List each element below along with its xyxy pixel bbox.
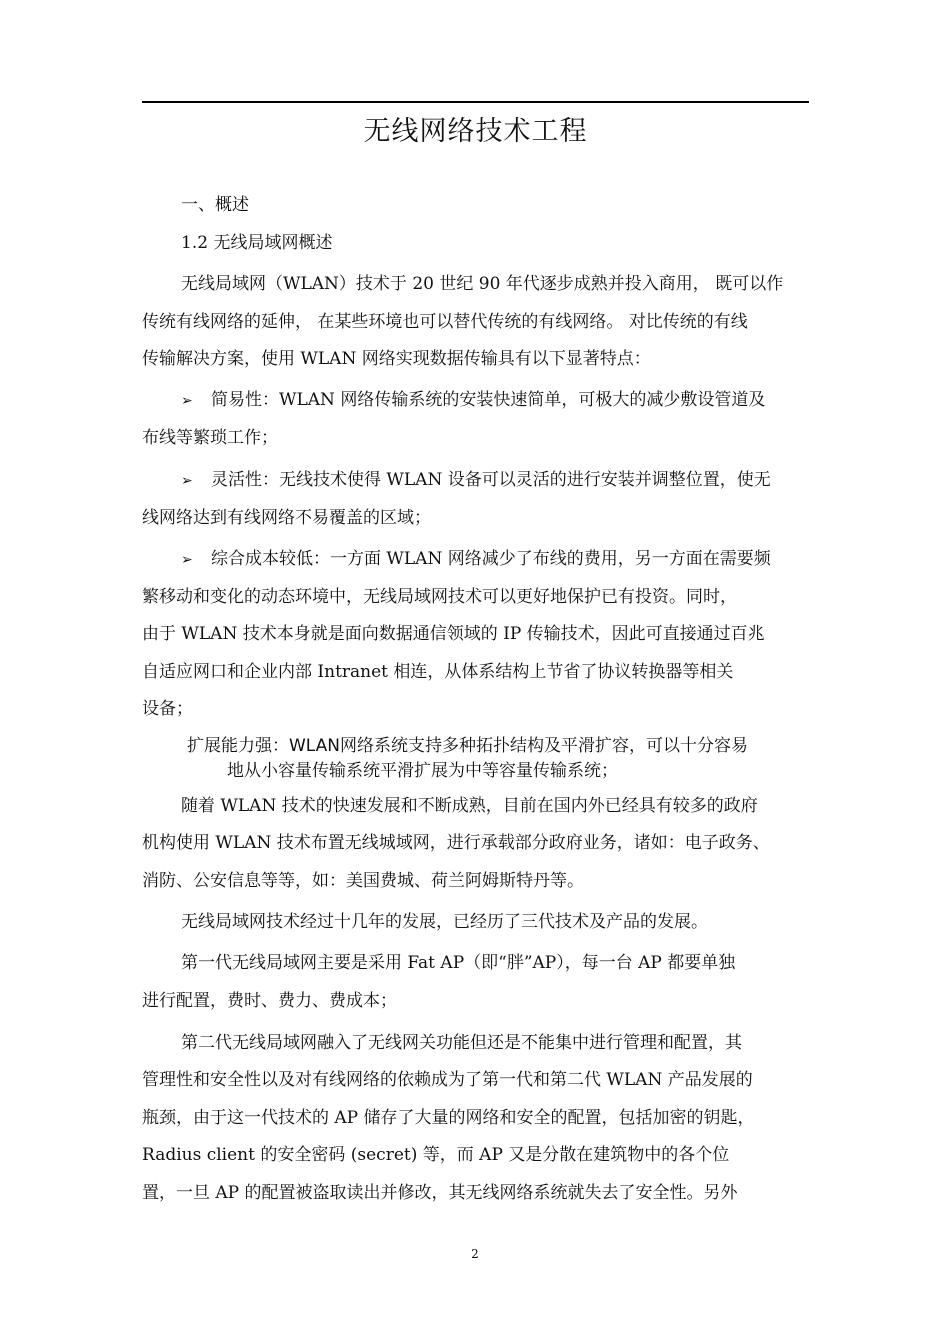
paragraph-line: 消防、公安信息等等，如：美国费城、荷兰阿姆斯特丹等。 (142, 871, 584, 891)
paragraph-line: Radius client 的安全密码 (secret) 等，而 AP 又是分散在建筑物中的各个位 (142, 1145, 730, 1165)
bullet-item-plain: 扩展能力强：WLAN网络系统支持多种拓扑结构及平滑扩容，可以十分容易 (187, 736, 749, 756)
bullet-text: 综合成本较低：一方面 WLAN 网络减少了布线的费用，另一方面在需要频 (211, 549, 771, 569)
section-heading: 一、概述 (181, 195, 249, 215)
header-rule (142, 101, 809, 103)
page-number: 2 (471, 1247, 479, 1261)
paragraph-line: 随着 WLAN 技术的快速发展和不断成熟，目前在国内外已经具有较多的政府 (181, 796, 758, 816)
bullet-item (181, 466, 851, 495)
bullet-text-continued: 自适应网口和企业内部 Intranet 相连，从体系结构上节省了协议转换器等相关 (142, 662, 734, 682)
paragraph-line: 机构使用 WLAN 技术布置无线城域网，进行承载部分政府业务，诸如：电子政务、 (142, 833, 770, 853)
bullet-text-continued: 布线等繁琐工作； (142, 428, 278, 448)
paragraph-line: 置，一旦 AP 的配置被盗取读出并修改，其无线网络系统就失去了安全性。另外 (142, 1183, 738, 1203)
document-title: 无线网络技术工程 (363, 116, 588, 147)
bullet-text: 灵活性：无线技术使得 WLAN 设备可以灵活的进行安装并调整位置，使无 (211, 470, 771, 490)
bullet-text-continued: 繁移动和变化的动态环境中，无线局域网技术可以更好地保护已有投资。同时， (142, 587, 737, 607)
bullet-text-continued: 设备； (142, 699, 193, 719)
subsection-heading: 1.2 无线局域网概述 (181, 233, 333, 253)
bullet-item (181, 386, 851, 415)
bullet-item (181, 545, 851, 574)
paragraph-line: 进行配置，费时、费力、费成本； (142, 991, 397, 1011)
bullet-text-continued: 线网络达到有线网络不易覆盖的区域； (142, 508, 431, 528)
bullet-text-continued: 地从小容量传输系统平滑扩展为中等容量传输系统； (227, 761, 618, 781)
arrow-bullet-icon: ➢ (181, 393, 193, 409)
intro-line: 传输解决方案，使用 WLAN 网络实现数据传输具有以下显著特点： (142, 349, 651, 369)
paragraph-line: 管理性和安全性以及对有线网络的依赖成为了第一代和第二代 WLAN 产品发展的 (142, 1070, 753, 1090)
paragraph-line: 瓶颈，由于这一代技术的 AP 储存了大量的网络和安全的配置，包括加密的钥匙， (142, 1108, 755, 1128)
paragraph-line: 第二代无线局域网融入了无线网关功能但还是不能集中进行管理和配置，其 (181, 1033, 742, 1053)
bullet-text-continued: 由于 WLAN 技术本身就是面向数据通信领域的 IP 传输技术，因此可直接通过百兆 (142, 624, 765, 644)
paragraph-line: 无线局域网技术经过十几年的发展，已经历了三代技术及产品的发展。 (181, 912, 708, 932)
intro-line: 无线局域网（WLAN）技术于 20 世纪 90 年代逐步成熟并投入商用， 既可以作 (181, 274, 784, 294)
paragraph-line: 第一代无线局域网主要是采用 Fat AP（即“胖”AP），每一台 AP 都要单独 (181, 953, 736, 973)
intro-line: 传统有线网络的延伸， 在某些环境也可以替代传统的有线网络。 对比传统的有线 (142, 312, 748, 332)
arrow-bullet-icon: ➢ (181, 473, 193, 489)
bullet-text: 简易性：WLAN 网络传输系统的安装快速简单，可极大的减少敷设管道及 (211, 390, 766, 410)
arrow-bullet-icon: ➢ (181, 552, 193, 568)
